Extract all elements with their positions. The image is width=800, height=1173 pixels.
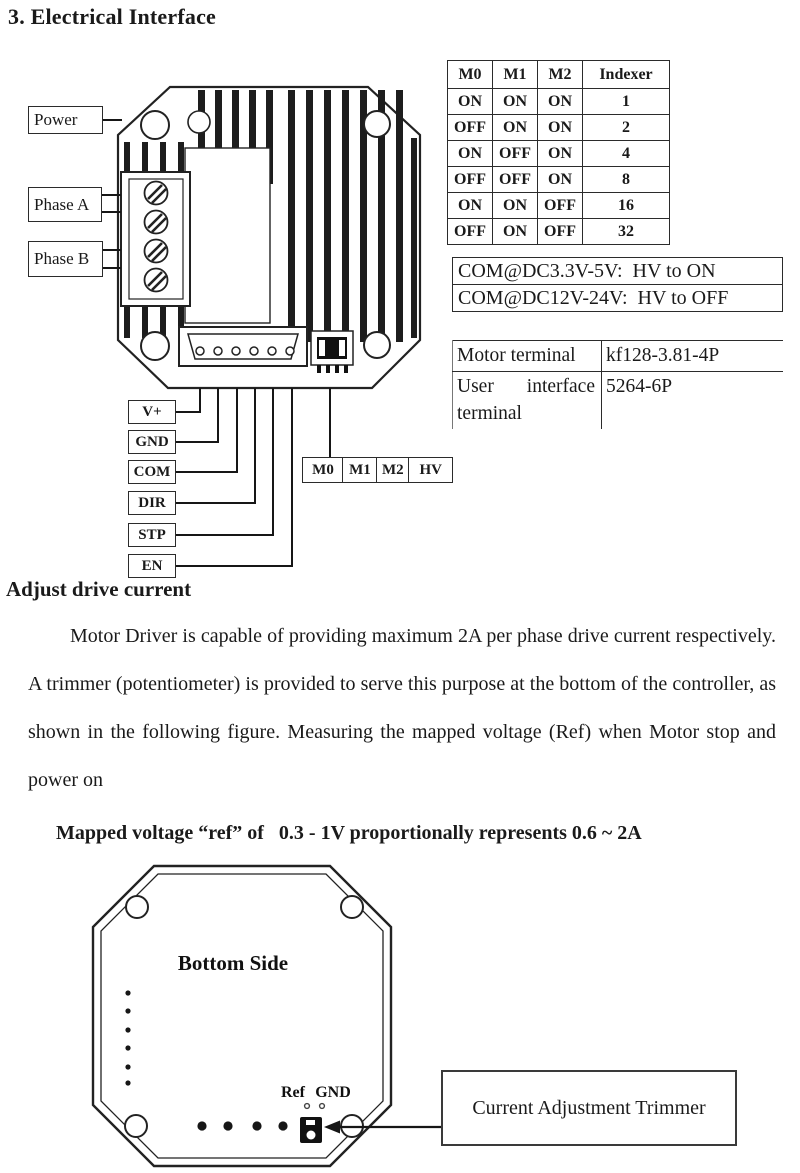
table-row [448,167,670,193]
table-cell: 8 [583,167,670,193]
pin-label-en: EN [128,554,176,578]
table-row [448,115,670,141]
terminal-part-number: 5264-6P [606,376,673,397]
corner-hole [141,332,169,360]
terminal-screw [145,211,168,234]
vent-hole [188,111,210,133]
phase-a-label-box [28,187,102,222]
connector-pin [250,347,258,355]
table-cell: ON [493,89,538,115]
pin-wire-en [176,388,292,566]
table-cell: ON [448,89,493,115]
table-cell: OFF [493,141,538,167]
table-cell: OFF [448,219,493,245]
power-label-box [28,106,103,134]
pin-label-stp: STP [128,523,176,547]
com-voltage-table [452,257,783,312]
table-row [448,193,670,219]
phase-terminal-block [121,172,190,306]
corner-hole [364,111,390,137]
table-cell: ON [493,115,538,141]
table-cell: OFF [493,167,538,193]
terminal-screw [145,269,168,292]
trimmer-callout-label: Current Adjustment Trimmer [472,1096,706,1119]
connector-pin [232,347,240,355]
connector-pin [196,347,204,355]
table-row [448,219,670,245]
phase-b-label: Phase B [34,249,90,268]
table-row [453,285,783,312]
mode-pin-cell-m0: M0 [302,457,344,483]
table-row [453,372,784,430]
column-header: Indexer [583,61,670,89]
gnd-label: GND [315,1084,351,1101]
table-cell: ON [493,219,538,245]
bottom-side-label: Bottom Side [177,951,289,975]
column-header: M2 [538,61,583,89]
table-row [448,141,670,167]
table-cell: 16 [583,193,670,219]
trimmer-icon [300,1117,322,1143]
mode-pin-cell-hv: HV [408,457,453,483]
terminal-screw [145,182,168,205]
mode-pin-cell-m1: M1 [342,457,377,483]
motor-driver-top-view [0,55,470,600]
corner-hole [341,896,363,918]
terminal-name: User interface terminal [453,372,602,430]
pin-wire-stp [176,388,273,535]
terminal-screw [145,240,168,263]
connector-pin [214,347,222,355]
pin-label-vplus: V+ [128,400,176,424]
pin-wire-dir [176,388,255,503]
adjust-current-heading: Adjust drive current [6,577,192,601]
phase-a-label: Phase A [34,194,90,214]
pin-label-gnd: GND [128,430,176,454]
table-cell: 4 [583,141,670,167]
table-cell: ON [448,193,493,219]
corner-hole [125,1115,147,1137]
page-title: 3. Electrical Interface [8,4,217,29]
column-header: M0 [448,61,493,89]
table-cell: ON [538,115,583,141]
trimmer-callout-box [441,1070,737,1146]
table-cell: 32 [583,219,670,245]
table-cell: ON [538,167,583,193]
pin-label-com: COM [128,460,176,484]
mapped-voltage-note: Mapped voltage “ref” of 0.3 - 1V proportionally represents 0.6 ~ 2A [56,822,642,844]
connector-pin [286,347,294,355]
terminal-part-number: kf128-3.81-4P [602,341,784,372]
microstep-indexer-table [447,60,670,245]
pin-wire-vplus [176,388,200,412]
mode-pin-cell-m2: M2 [376,457,410,483]
motor-driver-bottom-view [55,858,445,1173]
pin-wire-com [176,388,237,472]
table-cell: OFF [538,193,583,219]
com-note-low: COM@DC3.3V-5V: HV to ON [453,258,783,285]
phase-b-label-box [28,241,103,277]
table-cell: ON [538,141,583,167]
table-cell: ON [538,89,583,115]
corner-hole [141,111,169,139]
body-paragraph: Motor Driver is capable of providing maximum 2A per phase drive current respectively. A trimmer (potentiometer) is provided to serve this purpose at the bottom of the controller, as shown in the following figure. Measuring the mapped voltage (Ref) when Motor stop and power on [28,625,776,791]
table-header-row [448,61,670,89]
table-cell: 1 [583,89,670,115]
power-label: Power [34,110,78,129]
column-header: M1 [493,61,538,89]
table-cell: 2 [583,115,670,141]
interface-connector [179,327,307,366]
pin-wire-gnd [176,388,218,442]
center-panel [185,148,270,323]
table-cell: OFF [448,115,493,141]
corner-hole [364,332,390,358]
corner-hole [126,896,148,918]
com-note-high: COM@DC12V-24V: HV to OFF [453,285,783,312]
mode-pin-row [302,457,453,483]
table-row [453,258,783,285]
pin-label-dir: DIR [128,491,176,515]
connector-pin [268,347,276,355]
table-cell: ON [448,141,493,167]
terminal-spec-table [452,340,783,429]
ref-label: Ref [281,1084,305,1101]
table-cell: OFF [448,167,493,193]
table-cell: ON [493,193,538,219]
table-cell: OFF [538,219,583,245]
terminal-name: Motor terminal [453,341,602,372]
table-row [448,89,670,115]
table-row [453,341,784,372]
